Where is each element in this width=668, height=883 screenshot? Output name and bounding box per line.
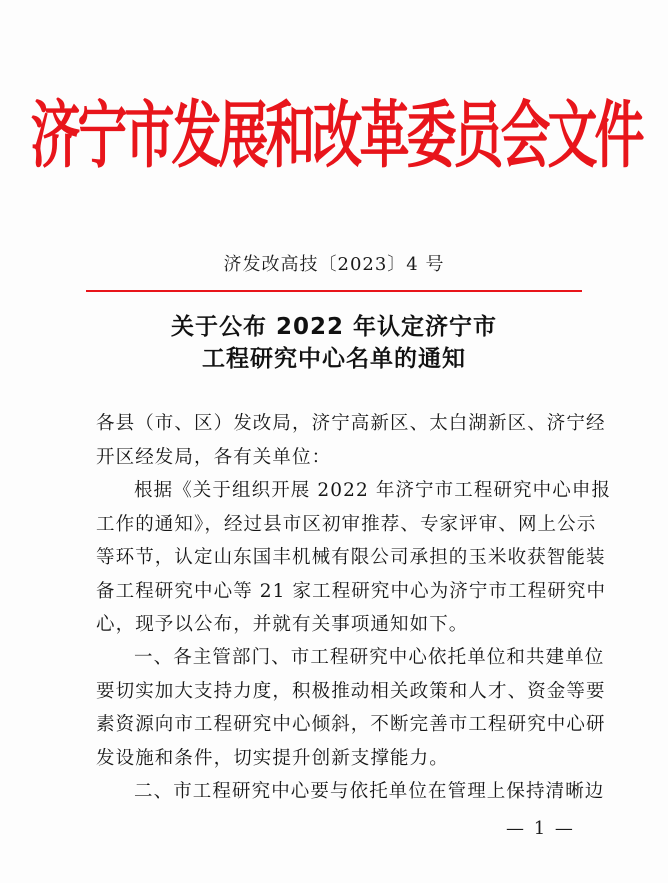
body-line-5: 等环节，认定山东国丰机械有限公司承担的玉米收获智能装 bbox=[96, 547, 606, 568]
page-number: — 1 — bbox=[506, 818, 575, 839]
body-line-6: 备工程研究中心等 21 家工程研究中心为济宁市工程研究中 bbox=[96, 581, 607, 602]
body-line-2: 开区经发局，各有关单位： bbox=[96, 447, 332, 468]
notice-title-line-1: 关于公布 2022 年认定济宁市 bbox=[170, 314, 498, 340]
body-line-7: 心，现予以公布，并就有关事项通知如下。 bbox=[96, 614, 469, 635]
body-line-12: 二、市工程研究中心要与依托单位在管理上保持清晰边 bbox=[134, 781, 605, 802]
document-masthead: 济宁市发展和改革委员会文件 bbox=[30, 93, 642, 178]
body-line-3: 根据《关于组织开展 2022 年济宁市工程研究中心申报 bbox=[134, 480, 612, 501]
body-line-4: 工作的通知》，经过县市区初审推荐、专家评审、网上公示 bbox=[96, 514, 597, 535]
notice-title-line-2: 工程研究中心名单的通知 bbox=[202, 346, 466, 372]
body-line-1: 各县（市、区）发改局，济宁高新区、太白湖新区、济宁经 bbox=[96, 413, 606, 434]
body-line-9: 要切实加大支持力度，积极推动相关政策和人才、资金等要 bbox=[96, 681, 606, 702]
document-number: 济发改高技〔2023〕4 号 bbox=[223, 254, 445, 275]
red-divider-line bbox=[86, 290, 582, 292]
body-line-8: 一、各主管部门、市工程研究中心依托单位和共建单位 bbox=[134, 647, 605, 668]
body-line-11: 发设施和条件，切实提升创新支撑能力。 bbox=[96, 748, 449, 769]
body-line-10: 素资源向市工程研究中心倾斜，不断完善市工程研究中心研 bbox=[96, 714, 606, 735]
